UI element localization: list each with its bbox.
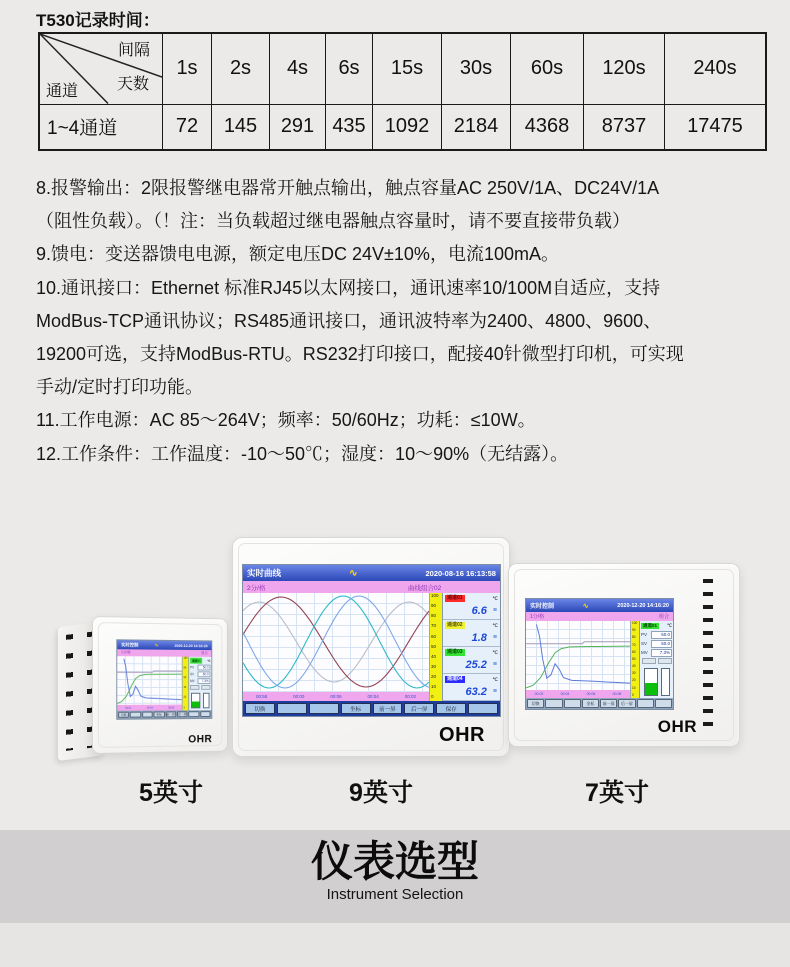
- record-days-cell: 2184: [442, 104, 511, 150]
- mini-chip: [201, 685, 210, 690]
- screen-titlebar: [526, 599, 673, 612]
- channel-unit: ℃: [492, 622, 498, 629]
- screen-button: 后一屏: [178, 712, 187, 717]
- channel-value: 6.6: [471, 604, 487, 617]
- channel-value-row: [443, 630, 500, 645]
- spec-text-line: ModBus-TCP通讯协议；RS485通讯接口，通讯波特率为2400、4800、9600、: [36, 310, 662, 331]
- screen-button: 切换: [118, 712, 129, 718]
- curve-info-bar: [243, 581, 500, 593]
- brand-logo: OHR: [657, 717, 697, 736]
- screen-button: [188, 711, 199, 717]
- param-value: 50.0: [198, 664, 211, 670]
- menu-icon: ≡: [492, 661, 497, 668]
- param-label: PV: [641, 632, 648, 637]
- spec-text-line: 8.报警输出：2限报警继电器常开触点输出，触点容量AC 250V/1A、DC24V/1A: [36, 178, 660, 198]
- record-table-title: T530记录时间：: [36, 11, 160, 30]
- spec-text-line: 11.工作电源：AC 85～264V；频率：50/60Hz；功耗：≤10W。: [36, 410, 536, 431]
- scale-value: 60: [431, 633, 437, 639]
- scale-value: 70: [632, 642, 636, 647]
- interval-header: 15s: [373, 33, 442, 104]
- time-label: 00:06: [168, 706, 175, 710]
- label-7inch: 7英寸: [585, 779, 649, 807]
- channel-head: [443, 647, 500, 657]
- param-row: [640, 648, 673, 657]
- mini-chip: [190, 685, 199, 690]
- curve-combo-label: 组合: [201, 651, 208, 655]
- scale-value: 20: [632, 678, 636, 683]
- device-9inch: [232, 537, 510, 757]
- param-value: 50.0: [651, 631, 672, 639]
- channel-block: [443, 620, 500, 647]
- brand-logo: OHR: [188, 733, 213, 746]
- interval-header: 4s: [270, 33, 326, 104]
- time-axis-strip: [243, 692, 429, 701]
- spec-text-line: 9.馈电：变送器馈电电源，额定电压DC 24V±10%，电流100mA。: [36, 244, 559, 265]
- record-table: [38, 32, 767, 151]
- scale-value: 40: [183, 686, 187, 690]
- screen-titlebar: [243, 565, 500, 581]
- scale-value: 80: [632, 635, 636, 640]
- channel-head: [443, 674, 500, 684]
- screen-button: 后一屏: [618, 699, 635, 708]
- scale-value: 40: [431, 653, 437, 659]
- screen-button: 坐标: [341, 703, 371, 714]
- y-scale-strip: [429, 593, 442, 701]
- spec-text-line: （阻性负载）。（！注：当负载超过继电器触点容量时，请不要直接带负载）: [36, 211, 630, 232]
- channel-block: [443, 674, 500, 701]
- interval-header: 6s: [326, 33, 373, 104]
- interval-header: 30s: [442, 33, 511, 104]
- slider-gauge: [661, 668, 670, 696]
- channel-block: [443, 593, 500, 620]
- screen-button: 切换: [527, 699, 544, 708]
- screen-button: [309, 703, 339, 714]
- trend-curves: [117, 656, 181, 705]
- section-subtitle: Instrument Selection: [326, 886, 464, 903]
- level-gauge: [191, 693, 200, 709]
- row-label-cell: 1~4通道: [39, 104, 163, 150]
- time-per-div-label: 2分/格: [247, 584, 266, 592]
- bar-gauges: [640, 665, 673, 698]
- record-days-cell: 145: [212, 104, 270, 150]
- trend-chart: [117, 656, 181, 711]
- screen-button: [200, 711, 210, 717]
- param-label: SV: [641, 641, 648, 646]
- curve-info-bar: [526, 612, 673, 621]
- mini-chip: [642, 658, 656, 664]
- channel-name: 通道01: [643, 623, 658, 628]
- slider-gauge: [203, 693, 209, 709]
- scale-value: 20: [183, 696, 187, 700]
- section-band: [0, 830, 790, 923]
- screen-datetime: 2020-12-20 14:16:20: [174, 643, 208, 648]
- spec-text-line: 19200可选，支持ModBus-RTU。RS232打印接口，配接40针微型打印机，可实现: [36, 343, 684, 364]
- corner-label-days: 天数: [116, 76, 149, 93]
- param-label: MV: [190, 678, 195, 683]
- screen-button: 后一屏: [404, 703, 434, 714]
- scale-value: 80: [183, 666, 187, 670]
- scale-value: 100: [431, 593, 439, 598]
- param-label: MV: [641, 650, 648, 655]
- channel-name: 通道02: [447, 622, 463, 628]
- brand-logo: OHR: [439, 724, 485, 746]
- record-days-cell: 4368: [511, 104, 584, 150]
- scale-value: 30: [431, 663, 437, 669]
- time-per-div-label: 1分/格: [121, 650, 131, 655]
- param-row: [640, 630, 673, 639]
- screen-datetime: 2020-12-20 14:16:20: [617, 602, 669, 609]
- screen-button: [130, 712, 141, 718]
- channel-value-row: [443, 603, 500, 618]
- scale-value: 30: [632, 671, 636, 676]
- record-days-cell: 72: [163, 104, 212, 150]
- screen-button-bar: [243, 701, 500, 716]
- scale-value: 0: [632, 692, 634, 697]
- screen-button: 切换: [245, 703, 275, 714]
- spec-list: [36, 172, 781, 471]
- mini-controls: [189, 685, 211, 690]
- ohr-wave-icon: ∿: [154, 642, 159, 649]
- time-label: 00:02: [125, 706, 132, 710]
- corner-label-channel: 通道: [46, 82, 79, 100]
- screen-body: [117, 656, 211, 711]
- screen-button: 坐标: [582, 699, 599, 708]
- gauge-fill: [645, 683, 657, 695]
- screen-9inch: [242, 564, 501, 717]
- scale-value: 80: [431, 613, 437, 619]
- scale-value: 60: [632, 649, 636, 654]
- interval-header: 120s: [584, 33, 665, 104]
- screen-button: [564, 699, 581, 708]
- channel-value-row: [443, 684, 500, 699]
- screen-title: 实时控制: [121, 641, 139, 647]
- screen-5inch: [116, 639, 212, 719]
- device-5inch: [92, 616, 228, 754]
- param-value: 50.0: [198, 671, 211, 677]
- spec-text-line: 手动/定时打印功能。: [36, 377, 204, 398]
- channel-unit: ℃: [492, 595, 498, 602]
- screen-body: [526, 621, 673, 698]
- channel-name: 通道03: [447, 649, 463, 655]
- ohr-wave-icon: ∿: [582, 602, 589, 610]
- trend-curves: [526, 621, 630, 690]
- time-label: 00:00: [293, 694, 305, 699]
- channel-value: 63.2: [465, 685, 487, 698]
- record-table-corner-cell: [39, 33, 163, 104]
- scale-value: 100: [183, 656, 188, 660]
- param-value: 50.0: [651, 640, 672, 648]
- channel-unit: ℃: [492, 676, 498, 683]
- channel-value-row: [443, 657, 500, 672]
- screen-button: 前一屏: [600, 699, 617, 708]
- channel-name: 通道04: [447, 676, 463, 682]
- time-label: 00:02: [534, 692, 544, 696]
- screen-button: [637, 699, 654, 708]
- time-label: 00:58: [255, 694, 268, 699]
- screen-button: 保存: [436, 703, 466, 714]
- screen-button: 坐标: [154, 711, 165, 717]
- label-9inch: 9英寸: [349, 779, 413, 807]
- channel-head: [443, 593, 500, 603]
- time-label: 00:06: [330, 694, 342, 699]
- channel-unit: ℃: [207, 658, 211, 663]
- trend-curves: [243, 593, 429, 692]
- screen-button: [142, 712, 153, 718]
- spec-text-line: 10.通讯接口：Ethernet 标准RJ45以太网接口，通讯速率10/100M自适应，支持: [36, 277, 661, 298]
- menu-icon: ≡: [492, 688, 497, 695]
- right-panel: [442, 593, 500, 701]
- screen-button-bar: [526, 698, 673, 709]
- menu-icon: ≡: [492, 607, 497, 614]
- menu-icon: ≡: [492, 634, 497, 641]
- right-panel: [639, 621, 673, 698]
- scale-value: 50: [431, 643, 437, 649]
- time-per-div-label: 1分/格: [530, 614, 545, 620]
- label-5inch: 5英寸: [139, 779, 203, 807]
- channel-name: 通道01: [191, 658, 201, 663]
- ohr-wave-icon: ∿: [349, 567, 358, 579]
- screen-button: [545, 699, 562, 708]
- mini-controls: [640, 658, 673, 664]
- vent-slots: [703, 579, 713, 731]
- scale-value: 90: [431, 603, 437, 609]
- channel-head: [443, 620, 500, 630]
- scale-value: 0: [183, 706, 185, 709]
- trend-chart: [526, 621, 630, 698]
- channel-head: [640, 621, 673, 630]
- bottom-area: [0, 923, 790, 967]
- record-table-head-row: [39, 33, 766, 104]
- gauge-fill: [192, 701, 199, 707]
- record-days-cell: 17475: [665, 104, 767, 150]
- record-table-data-row: [39, 104, 766, 150]
- mini-chip: [658, 658, 672, 664]
- record-days-cell: 1092: [373, 104, 442, 150]
- scale-value: 20: [431, 674, 437, 680]
- scale-value: 10: [632, 685, 636, 690]
- interval-header: 1s: [163, 33, 212, 104]
- time-label: 00:02: [404, 694, 416, 699]
- bar-gauges: [189, 691, 211, 711]
- screen-button: [277, 703, 307, 714]
- interval-header: 60s: [511, 33, 584, 104]
- trend-chart: [243, 593, 429, 701]
- right-panel: [188, 657, 211, 711]
- time-label: 00:06: [586, 692, 596, 696]
- scale-value: 70: [431, 623, 437, 629]
- scale-value: 50: [632, 656, 636, 661]
- screen-button: 前一屏: [373, 703, 403, 714]
- record-days-cell: 435: [326, 104, 373, 150]
- interval-header: 240s: [665, 33, 767, 104]
- curve-combo-label: 曲线组合02: [408, 584, 442, 592]
- time-label: 00:08: [612, 692, 622, 696]
- time-label: 00:04: [146, 706, 153, 710]
- screen-button: [468, 703, 498, 714]
- screen-datetime: 2020-08-16 16:13:58: [425, 568, 496, 578]
- param-label: PV: [190, 665, 195, 669]
- time-axis-strip: [117, 705, 181, 711]
- corner-label-interval: 间隔: [117, 42, 150, 59]
- y-scale-strip: [630, 621, 639, 698]
- scale-value: 10: [431, 684, 437, 690]
- channel-name: 通道01: [447, 595, 463, 601]
- scale-value: 100: [632, 621, 638, 625]
- channel-block: [443, 647, 500, 674]
- param-row: [640, 639, 673, 648]
- scale-value: 40: [632, 664, 636, 669]
- interval-header: 2s: [212, 33, 270, 104]
- terminal-slot-column: [66, 634, 73, 751]
- section-title: 仪表选型: [310, 838, 479, 885]
- time-label: 00:04: [560, 692, 570, 696]
- scale-value: 0: [431, 694, 434, 700]
- device-7inch: [508, 563, 740, 747]
- record-days-cell: 8737: [584, 104, 665, 150]
- screen-body: [243, 593, 500, 701]
- channel-value: 25.2: [465, 658, 487, 671]
- time-axis-strip: [526, 690, 630, 698]
- channel-unit: ℃: [666, 623, 672, 628]
- screen-button-bar: [117, 710, 211, 719]
- scale-value: 90: [632, 628, 636, 633]
- screen-button: 前一屏: [166, 712, 175, 717]
- screen-button: [655, 699, 672, 708]
- screen-title: 实时控制: [530, 604, 555, 610]
- scale-value: 60: [183, 676, 187, 680]
- time-label: 00:04: [367, 694, 379, 699]
- screen-title: 实时曲线: [247, 568, 282, 578]
- record-days-cell: 291: [270, 104, 326, 150]
- screen-7inch: [525, 598, 674, 710]
- channel-unit: ℃: [492, 649, 498, 656]
- curve-combo-label: 组合: [658, 614, 669, 620]
- channel-value: 1.8: [471, 631, 487, 644]
- level-gauge: [644, 668, 658, 696]
- param-value: 7.3%: [198, 678, 211, 684]
- param-value: 7.3%: [651, 649, 672, 657]
- param-label: SV: [190, 671, 195, 676]
- spec-text-line: 12.工作条件：工作温度：-10～50℃；湿度：10～90%（无结露）。: [36, 443, 569, 464]
- param-row: [189, 677, 211, 684]
